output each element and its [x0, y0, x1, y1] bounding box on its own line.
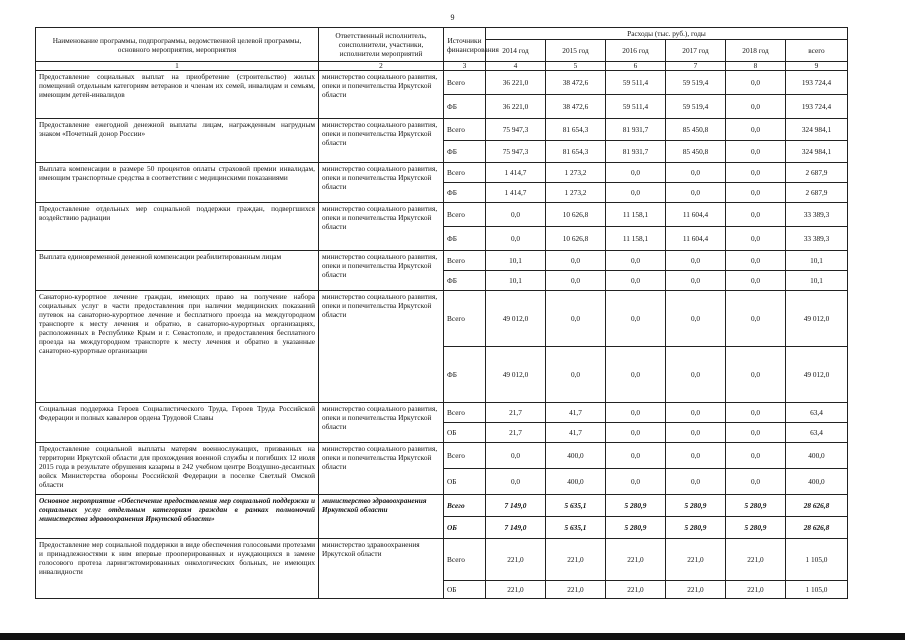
expense-value: 1 273,2 [546, 163, 606, 183]
expense-value: 0,0 [606, 403, 666, 423]
funding-source: ОБ [444, 423, 486, 443]
expense-value: 38 472,6 [546, 95, 606, 119]
funding-source: Всего [444, 539, 486, 581]
measure-executor: министерство социального развития, опеки и попечительства Иркутской области [319, 251, 444, 291]
expense-value: 5 280,9 [726, 495, 786, 517]
funding-source: Всего [444, 203, 486, 227]
expense-value: 11 604,4 [666, 227, 726, 251]
expense-value: 21,7 [486, 403, 546, 423]
expense-value: 221,0 [606, 581, 666, 599]
expense-value: 0,0 [726, 403, 786, 423]
column-index-row [36, 62, 848, 71]
column-index: 8 [726, 62, 786, 71]
measure-executor: министерство здравоохранения Иркутской области [319, 495, 444, 539]
expense-value: 221,0 [606, 539, 666, 581]
expense-value: 400,0 [546, 469, 606, 495]
expense-total: 10,1 [786, 271, 848, 291]
expense-value: 0,0 [726, 119, 786, 141]
expense-value: 75 947,3 [486, 141, 546, 163]
expense-value: 0,0 [606, 251, 666, 271]
expense-value: 5 635,1 [546, 495, 606, 517]
expense-value: 81 654,3 [546, 141, 606, 163]
expense-value: 5 635,1 [546, 517, 606, 539]
expense-total: 193 724,4 [786, 95, 848, 119]
funding-source: Всего [444, 163, 486, 183]
header-executor: Ответственный исполнитель, соисполнители, участники, исполнители мероприятий [319, 28, 444, 62]
expense-value: 0,0 [726, 183, 786, 203]
expense-total: 28 626,8 [786, 495, 848, 517]
measure-name: Предоставление социальной выплаты матерям военнослужащих, призванных на территории Иркутской области для прохождения военной службы и погибших 12 июля 2015 года в результате обрушения казармы в 242 учебном центре Воздушно-десантных войск Министерства обороны Российской Федерации в поселке Светлый Омской области [36, 443, 319, 495]
column-index: 7 [666, 62, 726, 71]
expense-value: 0,0 [726, 271, 786, 291]
column-index: 6 [606, 62, 666, 71]
expense-value: 0,0 [666, 271, 726, 291]
measure-executor: министерство социального развития, опеки и попечительства Иркутской области [319, 163, 444, 203]
expense-value: 11 158,1 [606, 227, 666, 251]
expense-value: 0,0 [486, 227, 546, 251]
header-total: всего [786, 40, 848, 62]
expense-value: 81 931,7 [606, 119, 666, 141]
expense-value: 38 472,6 [546, 71, 606, 95]
expense-value: 0,0 [726, 251, 786, 271]
measure-name: Предоставление отдельных мер социальной поддержки граждан, подвергшихся воздействию радиации [36, 203, 319, 251]
expense-value: 0,0 [726, 347, 786, 403]
expense-value: 0,0 [666, 347, 726, 403]
expense-value: 0,0 [666, 251, 726, 271]
expense-total: 1 105,0 [786, 581, 848, 599]
expense-value: 400,0 [546, 443, 606, 469]
measure-executor: министерство здравоохранения Иркутской области [319, 539, 444, 599]
expense-value: 221,0 [546, 581, 606, 599]
expense-value: 0,0 [546, 291, 606, 347]
expense-value: 0,0 [666, 423, 726, 443]
expense-value: 0,0 [606, 291, 666, 347]
expense-value: 41,7 [546, 403, 606, 423]
expense-value: 59 511,4 [606, 95, 666, 119]
table-row [36, 71, 848, 95]
expense-value: 81 931,7 [606, 141, 666, 163]
expense-value: 7 149,0 [486, 495, 546, 517]
expense-value: 0,0 [606, 163, 666, 183]
measure-name: Выплата компенсации в размере 50 процентов оплаты страховой премии инвалидам, имеющим транспортные средства в соответствии с медицинскими показаниями [36, 163, 319, 203]
expense-value: 85 450,8 [666, 119, 726, 141]
measure-name: Предоставление мер социальной поддержки в виде обеспечения голосовыми протезами и принадлежностями к ним впервые прооперированных и нуждающихся в замене голосового протеза ларингэктомированных онкологических больных, не имеющих инвалидности [36, 539, 319, 599]
expense-value: 0,0 [666, 469, 726, 495]
expense-value: 0,0 [726, 227, 786, 251]
expense-total: 28 626,8 [786, 517, 848, 539]
expense-total: 400,0 [786, 469, 848, 495]
measure-name: Санаторно-курортное лечение граждан, имеющих право на получение набора социальных услуг в части предоставления при наличии медицинских показаний путевок на санаторно-курортное лечение и бесплатного проезда на междугородном транспорте к месту лечения и обратно, в санаторно-курортных организациях, расположенных в Республике Крым и г. Севастополе, и предоставления бесплатного проезда на междугородном транспорте к месту лечения и обратно в указанные санаторно-курортные организации [36, 291, 319, 403]
expense-total: 2 687,9 [786, 163, 848, 183]
funding-source: ФБ [444, 141, 486, 163]
measure-name: Предоставление ежегодной денежной выплаты лицам, награжденным нагрудным знаком «Почетный донор России» [36, 119, 319, 163]
expense-value: 0,0 [486, 443, 546, 469]
expense-value: 0,0 [606, 443, 666, 469]
funding-source: ФБ [444, 271, 486, 291]
header-year: 2017 год [666, 40, 726, 62]
expense-value: 0,0 [546, 271, 606, 291]
funding-source: Всего [444, 495, 486, 517]
expense-value: 59 511,4 [606, 71, 666, 95]
expense-value: 5 280,9 [606, 495, 666, 517]
table-row [36, 443, 848, 469]
expense-total: 193 724,4 [786, 71, 848, 95]
expense-value: 221,0 [726, 539, 786, 581]
expense-value: 59 519,4 [666, 71, 726, 95]
expense-total: 49 012,0 [786, 291, 848, 347]
expense-value: 21,7 [486, 423, 546, 443]
expense-value: 49 012,0 [486, 347, 546, 403]
expense-value: 36 221,0 [486, 95, 546, 119]
expense-value: 75 947,3 [486, 119, 546, 141]
expense-value: 5 280,9 [666, 517, 726, 539]
expense-value: 5 280,9 [726, 517, 786, 539]
funding-source: Всего [444, 71, 486, 95]
funding-source: ФБ [444, 347, 486, 403]
expense-value: 221,0 [666, 539, 726, 581]
expense-value: 59 519,4 [666, 95, 726, 119]
expense-value: 10 626,8 [546, 203, 606, 227]
expense-value: 0,0 [486, 203, 546, 227]
expense-value: 41,7 [546, 423, 606, 443]
funding-source: ФБ [444, 227, 486, 251]
expense-value: 36 221,0 [486, 71, 546, 95]
expense-total: 33 389,3 [786, 203, 848, 227]
expense-total: 63,4 [786, 423, 848, 443]
expense-value: 0,0 [726, 423, 786, 443]
expense-value: 0,0 [726, 291, 786, 347]
expense-value: 1 273,2 [546, 183, 606, 203]
funding-source: ОБ [444, 581, 486, 599]
expense-value: 0,0 [606, 271, 666, 291]
scan-edge [0, 633, 905, 640]
expense-value: 0,0 [666, 163, 726, 183]
table-row [36, 119, 848, 141]
expense-value: 0,0 [606, 183, 666, 203]
expense-total: 10,1 [786, 251, 848, 271]
header-year: 2016 год [606, 40, 666, 62]
funding-source: Всего [444, 119, 486, 141]
measure-executor: министерство социального развития, опеки и попечительства Иркутской области [319, 403, 444, 443]
expense-value: 1 414,7 [486, 183, 546, 203]
funding-source: Всего [444, 291, 486, 347]
expense-value: 10,1 [486, 271, 546, 291]
expense-value: 0,0 [606, 347, 666, 403]
funding-source: ФБ [444, 183, 486, 203]
table-body [36, 71, 848, 599]
expense-total: 324 984,1 [786, 119, 848, 141]
header-year: 2015 год [546, 40, 606, 62]
table-row [36, 203, 848, 227]
header-year: 2018 год [726, 40, 786, 62]
expense-value: 221,0 [546, 539, 606, 581]
column-index: 9 [786, 62, 848, 71]
page-number: 9 [450, 13, 455, 22]
column-index: 1 [36, 62, 319, 71]
expense-total: 2 687,9 [786, 183, 848, 203]
expense-total: 63,4 [786, 403, 848, 423]
expense-value: 85 450,8 [666, 141, 726, 163]
funding-source: Всего [444, 251, 486, 271]
measure-executor: министерство социального развития, опеки и попечительства Иркутской области [319, 291, 444, 403]
measure-name: Социальная поддержка Героев Социалистического Труда, Героев Труда Российской Федерации и полных кавалеров ордена Трудовой Славы [36, 403, 319, 443]
expense-value: 0,0 [606, 423, 666, 443]
expense-value: 0,0 [666, 403, 726, 423]
expense-value: 5 280,9 [666, 495, 726, 517]
expense-value: 0,0 [486, 469, 546, 495]
expense-value: 0,0 [726, 203, 786, 227]
header-source: Источники финансирования [444, 28, 486, 62]
measure-executor: министерство социального развития, опеки и попечительства Иркутской области [319, 443, 444, 495]
expense-value: 11 604,4 [666, 203, 726, 227]
measure-name: Предоставление социальных выплат на приобретение (строительство) жилых помещений отдельным категориям ветеранов и членам их семей, инвалидам и семьям, имеющим детей-инвалидов [36, 71, 319, 119]
expense-value: 0,0 [726, 443, 786, 469]
expense-value: 81 654,3 [546, 119, 606, 141]
column-index: 2 [319, 62, 444, 71]
measure-name: Выплата единовременной денежной компенсации реабилитированным лицам [36, 251, 319, 291]
expense-value: 0,0 [726, 95, 786, 119]
expense-value: 0,0 [606, 469, 666, 495]
funding-source: ОБ [444, 469, 486, 495]
header-year: 2014 год [486, 40, 546, 62]
funding-source: Всего [444, 403, 486, 423]
expense-value: 11 158,1 [606, 203, 666, 227]
expense-value: 10 626,8 [546, 227, 606, 251]
table-row [36, 403, 848, 423]
expense-value: 0,0 [726, 469, 786, 495]
measure-executor: министерство социального развития, опеки и попечительства Иркутской области [319, 203, 444, 251]
expense-total: 33 389,3 [786, 227, 848, 251]
column-index: 3 [444, 62, 486, 71]
table-row [36, 163, 848, 183]
expense-value: 221,0 [726, 581, 786, 599]
funding-source: ОБ [444, 517, 486, 539]
expense-value: 1 414,7 [486, 163, 546, 183]
expense-total: 49 012,0 [786, 347, 848, 403]
expense-total: 400,0 [786, 443, 848, 469]
expense-value: 0,0 [546, 251, 606, 271]
expense-value: 7 149,0 [486, 517, 546, 539]
expense-value: 0,0 [726, 71, 786, 95]
measure-name: Основное мероприятие «Обеспечение предоставления мер социальной поддержки и социальных услуг отдельным категориям граждан в рамках полномочий министерства здравоохранения Иркутской области» [36, 495, 319, 539]
expense-value: 0,0 [726, 141, 786, 163]
expense-value: 0,0 [666, 443, 726, 469]
column-index: 5 [546, 62, 606, 71]
expense-value: 221,0 [666, 581, 726, 599]
funding-source: Всего [444, 443, 486, 469]
expense-value: 0,0 [546, 347, 606, 403]
measure-executor: министерство социального развития, опеки и попечительства Иркутской области [319, 119, 444, 163]
expense-value: 221,0 [486, 539, 546, 581]
header-name: Наименование программы, подпрограммы, ведомственной целевой программы, основного мероприятия, мероприятия [36, 28, 319, 62]
expense-value: 221,0 [486, 581, 546, 599]
expense-value: 0,0 [726, 163, 786, 183]
expense-value: 5 280,9 [606, 517, 666, 539]
expense-value: 0,0 [666, 183, 726, 203]
table-row [36, 291, 848, 347]
measure-executor: министерство социального развития, опеки и попечительства Иркутской области [319, 71, 444, 119]
expense-total: 1 105,0 [786, 539, 848, 581]
expense-value: 0,0 [666, 291, 726, 347]
header-expenses: Расходы (тыс. руб.), годы [486, 28, 848, 40]
table-row [36, 251, 848, 271]
funding-source: ФБ [444, 95, 486, 119]
table-row [36, 495, 848, 517]
column-index: 4 [486, 62, 546, 71]
expense-value: 49 012,0 [486, 291, 546, 347]
expense-total: 324 984,1 [786, 141, 848, 163]
expenses-table [35, 27, 848, 599]
table-row [36, 539, 848, 581]
expense-value: 10,1 [486, 251, 546, 271]
